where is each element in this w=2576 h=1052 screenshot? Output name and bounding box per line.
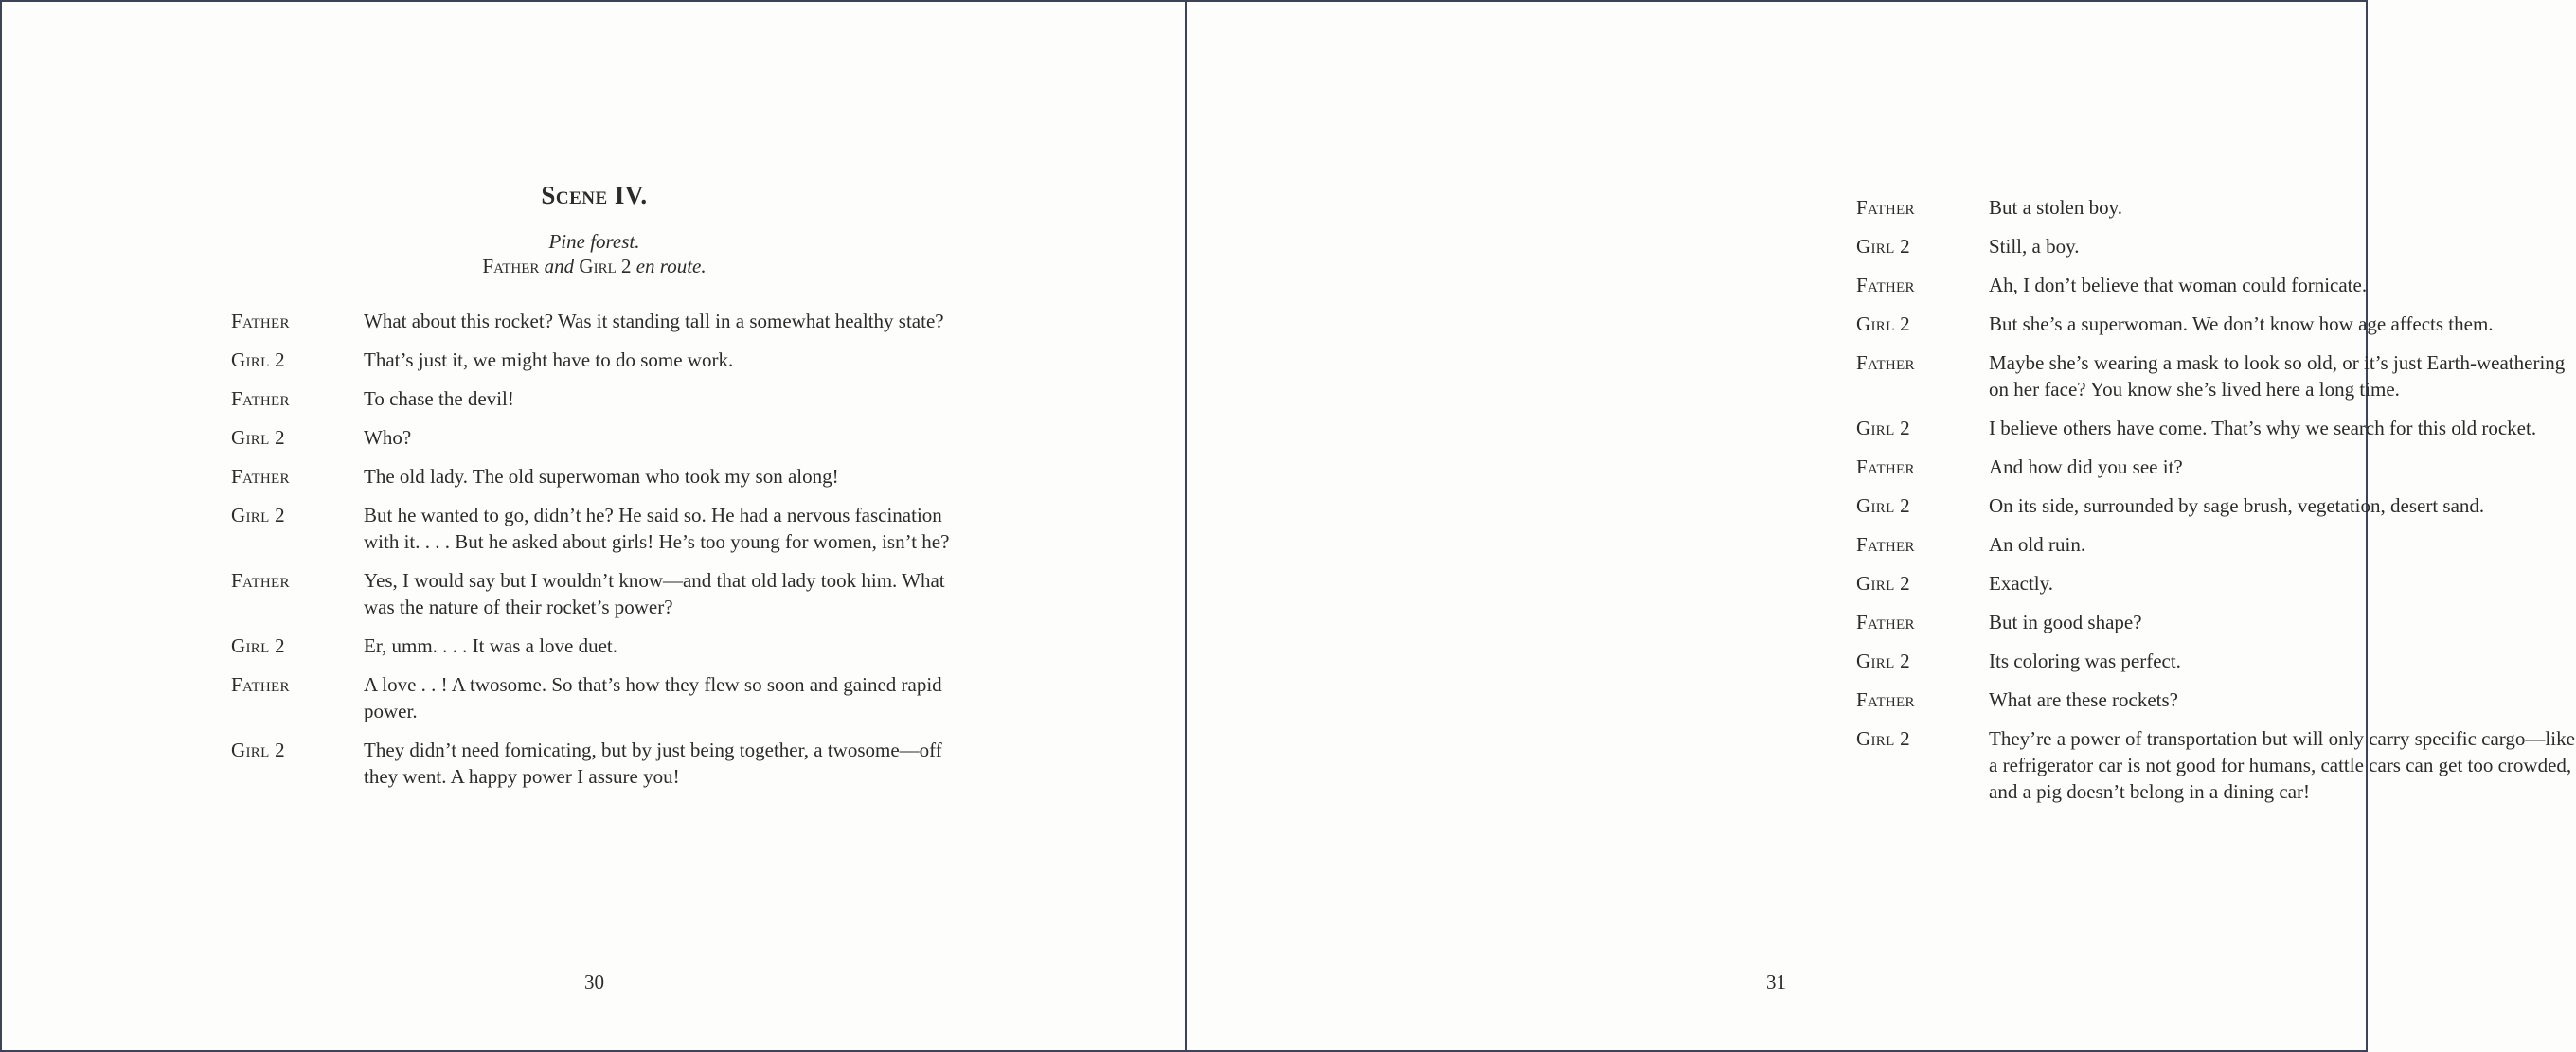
speech-text: The old lady. The old superwoman who took my son along!	[364, 465, 839, 488]
stage-direction	[2, 229, 1187, 278]
dialogue-line	[231, 308, 970, 334]
stage-setting: Pine forest.	[548, 230, 640, 253]
dialogue-line	[231, 385, 970, 412]
speaker-name: Father	[1856, 351, 1915, 374]
speech-text: But he wanted to go, didn’t he? He said so. He had a nervous fascination with it. . . . But he asked about girls! He’s too young for women, isn’t he?	[364, 504, 950, 553]
speaker-name: Girl 2	[231, 739, 285, 761]
speaker-name: Girl 2	[1856, 572, 1910, 595]
dialogue-line	[1856, 454, 2576, 480]
speaker-name: Father	[1856, 455, 1915, 478]
dialogue-line	[231, 671, 970, 724]
dialogue-line	[1856, 531, 2576, 558]
left-page	[2, 2, 1187, 1050]
speaker-name: Girl 2	[1856, 727, 1910, 750]
speaker-name: Father	[1856, 274, 1915, 296]
speaker-name: Father	[1856, 688, 1915, 711]
speech-text: Yes, I would say but I wouldn’t know—and that old lady took him. What was the nature of their rocket’s power?	[364, 569, 945, 618]
dialogue-line	[1856, 349, 2576, 402]
speaker-name: Father	[231, 310, 290, 332]
speech-text: I believe others have come. That’s why we search for this old rocket.	[1989, 417, 2537, 439]
speech-text: Exactly.	[1989, 572, 2054, 595]
speaker-name: Girl 2	[231, 426, 285, 449]
speaker-name: Father	[1856, 611, 1915, 633]
stage-speaker-b: Girl 2	[579, 255, 632, 277]
dialogue-line	[231, 633, 970, 659]
speaker-name: Father	[231, 673, 290, 696]
page-number-left: 30	[584, 971, 604, 993]
dialogue-line	[231, 463, 970, 490]
speech-text: Er, umm. . . . It was a love duet.	[364, 634, 618, 657]
stage-and: and	[544, 255, 575, 277]
dialogue-line	[1856, 686, 2576, 713]
stage-en-route: en route.	[635, 255, 707, 277]
dialogue-line	[1856, 272, 2576, 298]
speech-text: But in good shape?	[1989, 611, 2142, 633]
stage-speaker-a: Father	[482, 255, 540, 277]
dialogue-line	[1856, 194, 2576, 221]
dialogue-line	[231, 502, 970, 555]
speaker-name: Father	[231, 569, 290, 592]
dialogue-line	[1856, 648, 2576, 674]
dialogue-line	[231, 424, 970, 451]
speaker-name: Father	[231, 387, 290, 410]
dialogue-line	[1856, 492, 2576, 519]
speech-text: What about this rocket? Was it standing tall in a somewhat healthy state?	[364, 310, 944, 332]
speech-text: But a stolen boy.	[1989, 196, 2122, 219]
speech-text: To chase the devil!	[364, 387, 514, 410]
dialogue-line	[1856, 415, 2576, 441]
speech-text: Still, a boy.	[1989, 235, 2080, 258]
dialogue-line	[1856, 609, 2576, 635]
dialogue-line	[1856, 570, 2576, 597]
right-page	[1187, 2, 2575, 1050]
dialogue-line	[1856, 725, 2576, 805]
dialogue-right	[1856, 194, 2576, 817]
speaker-name: Father	[1856, 196, 1915, 219]
speaker-name: Girl 2	[1856, 494, 1910, 517]
speech-text: On its side, surrounded by sage brush, vegetation, desert sand.	[1989, 494, 2485, 517]
dialogue-line	[231, 567, 970, 620]
scene-heading	[2, 178, 1187, 278]
speech-text: Ah, I don’t believe that woman could fornicate.	[1989, 274, 2368, 296]
speaker-name: Girl 2	[1856, 650, 1910, 672]
speech-text: And how did you see it?	[1989, 455, 2183, 478]
speaker-name: Girl 2	[231, 348, 285, 371]
speech-text: Maybe she’s wearing a mask to look so old, or it’s just Earth-weathering on her face? You know she’s lived here a long time.	[1989, 351, 2566, 401]
speech-text: That’s just it, we might have to do some work.	[364, 348, 734, 371]
speech-text: What are these rockets?	[1989, 688, 2178, 711]
speech-text: But she’s a superwoman. We don’t know how age affects them.	[1989, 312, 2494, 335]
dialogue-line	[1856, 311, 2576, 337]
speech-text: They didn’t need fornicating, but by just being together, a twosome—off they went. A happy power I assure you!	[364, 739, 942, 788]
speech-text: They’re a power of transportation but will only carry specific cargo—like a refrigerator car is not good for humans, cattle cars can get too crowded, and a pig doesn’t belong in a dining car!	[1989, 727, 2575, 803]
dialogue-line	[231, 737, 970, 790]
speaker-name: Father	[231, 465, 290, 488]
speaker-name: Girl 2	[231, 504, 285, 526]
speaker-name: Father	[1856, 533, 1915, 556]
speech-text: A love . . ! A twosome. So that’s how they flew so soon and gained rapid power.	[364, 673, 942, 722]
speech-text: An old ruin.	[1989, 533, 2086, 556]
speaker-name: Girl 2	[1856, 417, 1910, 439]
speech-text: Who?	[364, 426, 412, 449]
dialogue-line	[1856, 233, 2576, 259]
speaker-name: Girl 2	[1856, 235, 1910, 258]
dialogue-line	[231, 347, 970, 373]
scene-title: Scene IV.	[541, 181, 648, 209]
speaker-name: Girl 2	[1856, 312, 1910, 335]
page-number-right: 31	[1766, 971, 1786, 993]
speaker-name: Girl 2	[231, 634, 285, 657]
dialogue-left	[231, 308, 970, 802]
stage-characters	[2, 254, 1187, 278]
speech-text: Its coloring was perfect.	[1989, 650, 2181, 672]
